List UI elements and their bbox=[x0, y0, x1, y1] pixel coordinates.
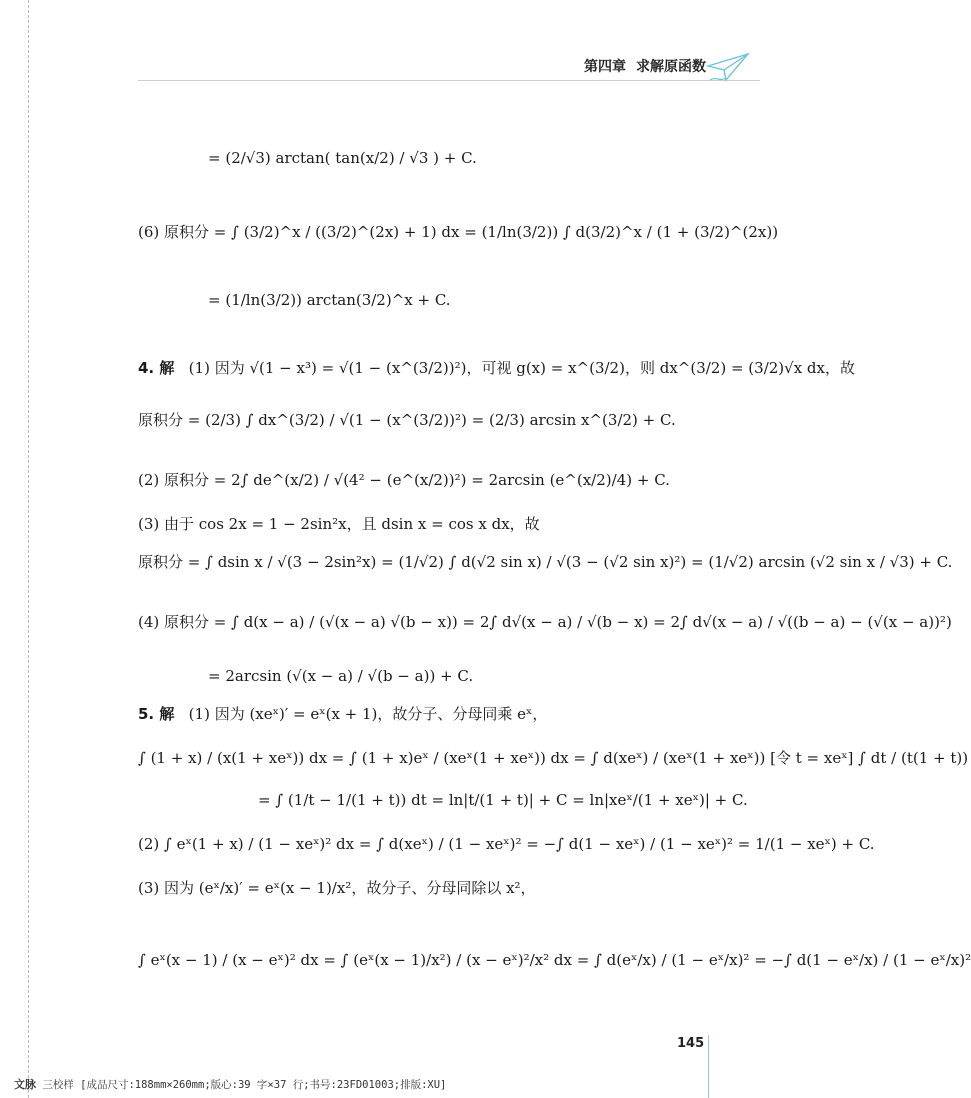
problem-label: 5. 解 bbox=[138, 705, 175, 723]
formula-line: = (2/√3) arctan( tan(x/2) / √3 ) + C. bbox=[208, 149, 477, 167]
problem-5-line bbox=[138, 704, 547, 724]
formula-line: = 2arcsin (√(x − a) / √(b − a)) + C. bbox=[208, 667, 474, 685]
chapter-title: 求解原函数 bbox=[636, 59, 706, 75]
formula-line: (2) ∫ eˣ(1 + x) / (1 − xeˣ)² dx = ∫ d(xeˣ) / (1 − xeˣ)² = −∫ d(1 − xeˣ) / (1 − xeˣ)² = 1/(1 − xeˣ) + C. bbox=[138, 835, 875, 853]
formula-line: = ∫ (1/t − 1/(1 + t)) dt = ln|t/(1 + t)| + C = ln|xeˣ/(1 + xeˣ)| + C. bbox=[258, 791, 748, 809]
formula-line: ∫ (1 + x) / (x(1 + xeˣ)) dx = ∫ (1 + x)eˣ / (xeˣ(1 + xeˣ)) dx = ∫ d(xeˣ) / (xeˣ(1 + xeˣ)) [令 t = xeˣ] ∫ dt / (t(1 + t)) bbox=[138, 749, 969, 767]
problem-4-line bbox=[138, 358, 855, 378]
formula-line: 原积分 = (2/3) ∫ dx^(3/2) / √(1 − (x^(3/2))²) = (2/3) arcsin x^(3/2) + C. bbox=[138, 411, 676, 429]
formula-line: 原积分 = ∫ dsin x / √(3 − 2sin²x) = (1/√2) ∫ d(√2 sin x) / √(3 − (√2 sin x)²) = (1/√2) arcsin (√2 sin x / √3) + C. bbox=[138, 553, 953, 571]
print-info: 三校样 [成品尺寸:188mm×260mm;版心:39 字×37 行;书号:23FD01003;排版:XU] bbox=[42, 1079, 447, 1091]
left-margin-guide bbox=[28, 0, 29, 1098]
formula-line: (3) 因为 (eˣ/x)′ = eˣ(x − 1)/x²，故分子、分母同除以 x²， bbox=[138, 879, 536, 897]
problem-label: 4. 解 bbox=[138, 359, 175, 377]
chapter-label: 第四章 bbox=[584, 59, 626, 75]
page-number: 145 bbox=[677, 1036, 705, 1051]
header-rule bbox=[138, 80, 760, 81]
paper-plane-icon bbox=[706, 50, 750, 84]
publisher-brand: 文脉 bbox=[14, 1078, 36, 1091]
page-edge-line bbox=[708, 1035, 709, 1098]
formula-line: (4) 原积分 = ∫ d(x − a) / (√(x − a) √(b − x)) = 2∫ d√(x − a) / √(b − x) = 2∫ d√(x − a) / √((b − a) − (√(x − a))²) bbox=[138, 613, 952, 631]
formula-line: (2) 原积分 = 2∫ de^(x/2) / √(4² − (e^(x/2))²) = 2arcsin (e^(x/2)/4) + C. bbox=[138, 471, 670, 489]
running-header bbox=[584, 56, 706, 76]
formula-line: ∫ eˣ(x − 1) / (x − eˣ)² dx = ∫ (eˣ(x − 1)/x²) / (x − eˣ)²/x² dx = ∫ d(eˣ/x) / (1 − eˣ/x)² = −∫ d(1 − eˣ/x) / (1 − eˣ/x)² bbox=[138, 951, 971, 969]
formula-line: (3) 由于 cos 2x = 1 − 2sin²x，且 dsin x = cos x dx，故 bbox=[138, 515, 540, 533]
formula-line: = (1/ln(3/2)) arctan(3/2)^x + C. bbox=[208, 291, 451, 309]
formula-text: (1) 因为 (xeˣ)′ = eˣ(x + 1)，故分子、分母同乘 eˣ， bbox=[188, 705, 548, 723]
formula-text: (1) 因为 √(1 − x³) = √(1 − (x^(3/2))²)，可视 g(x) = x^(3/2)，则 dx^(3/2) = (3/2)√x dx，故 bbox=[188, 359, 855, 377]
formula-line: (6) 原积分 = ∫ (3/2)^x / ((3/2)^(2x) + 1) dx = (1/ln(3/2)) ∫ d(3/2)^x / (1 + (3/2)^(2x)) bbox=[138, 223, 779, 241]
print-footer bbox=[14, 1076, 446, 1092]
